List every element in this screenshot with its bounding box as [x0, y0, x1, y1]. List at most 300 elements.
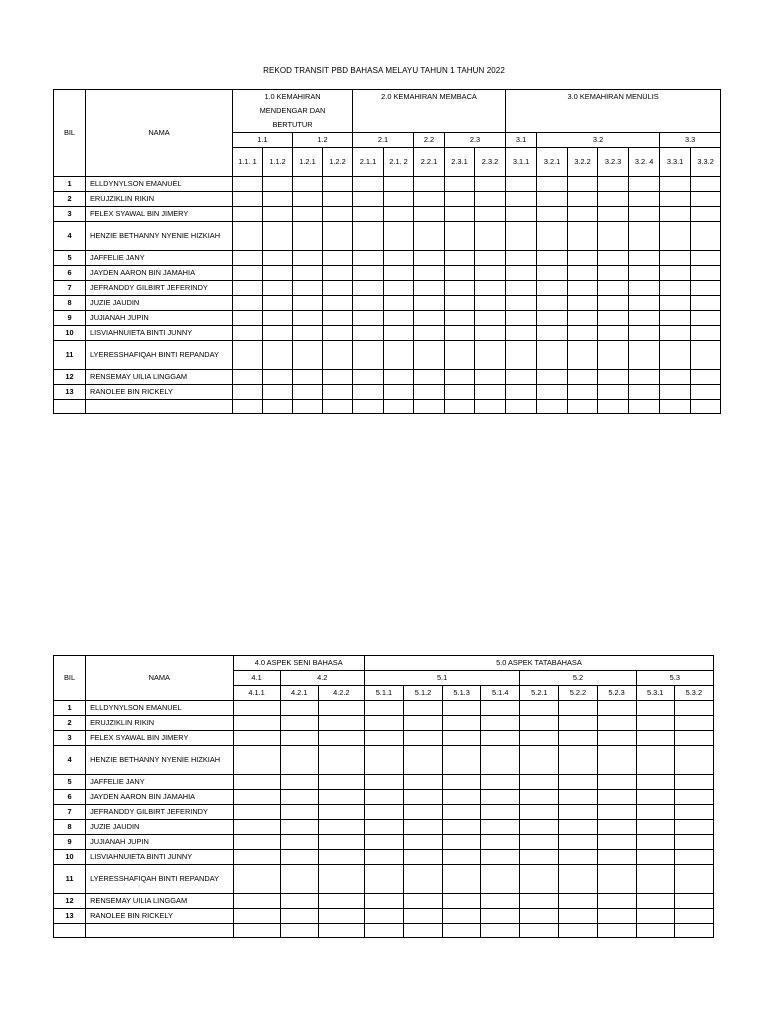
- score-cell: [506, 207, 537, 222]
- score-cell: [506, 385, 537, 400]
- student-number: 10: [54, 850, 86, 865]
- score-cell: [598, 341, 629, 370]
- empty-cell: [481, 924, 520, 938]
- score-cell: [318, 731, 364, 746]
- score-cell: [559, 790, 597, 805]
- score-cell: [280, 701, 318, 716]
- group-header: 3.0 KEMAHIRAN MENULIS: [506, 90, 721, 133]
- score-cell: [293, 296, 323, 311]
- student-row: [54, 790, 714, 805]
- score-cell: [445, 326, 475, 341]
- score-cell: [691, 296, 721, 311]
- empty-cell: [54, 924, 86, 938]
- score-cell: [475, 370, 506, 385]
- score-cell: [293, 326, 323, 341]
- empty-cell: [293, 400, 323, 414]
- score-cell: [443, 805, 481, 820]
- score-cell: [263, 326, 293, 341]
- score-cell: [233, 207, 263, 222]
- student-row: [54, 805, 714, 820]
- score-cell: [233, 865, 280, 894]
- score-cell: [364, 746, 403, 775]
- score-cell: [293, 177, 323, 192]
- score-cell: [636, 746, 674, 775]
- student-number: 3: [54, 207, 86, 222]
- student-name: LISVIAHNUIETA BINTI JUNNY: [86, 850, 233, 865]
- score-cell: [597, 894, 636, 909]
- student-number: 12: [54, 370, 86, 385]
- score-cell: [233, 731, 280, 746]
- score-cell: [691, 326, 721, 341]
- score-cell: [520, 909, 559, 924]
- score-cell: [597, 805, 636, 820]
- score-cell: [475, 222, 506, 251]
- score-cell: [364, 775, 403, 790]
- skill-code-header: 4.2.2: [318, 686, 364, 701]
- score-cell: [364, 909, 403, 924]
- student-name: FELEX SYAWAL BIN JIMERY: [86, 207, 233, 222]
- empty-cell: [414, 400, 445, 414]
- record-table-2: [53, 655, 714, 938]
- score-cell: [537, 251, 568, 266]
- score-cell: [414, 251, 445, 266]
- empty-cell: [660, 400, 691, 414]
- empty-cell: [506, 400, 537, 414]
- score-cell: [414, 192, 445, 207]
- score-cell: [475, 341, 506, 370]
- score-cell: [364, 731, 403, 746]
- score-cell: [481, 716, 520, 731]
- score-cell: [233, 281, 263, 296]
- score-cell: [691, 341, 721, 370]
- score-cell: [660, 385, 691, 400]
- student-name: JAYDEN AARON BIN JAMAHIA: [86, 266, 233, 281]
- score-cell: [559, 835, 597, 850]
- skill-code-header: 2.3.1: [445, 148, 475, 177]
- subgroup-header: 5.1: [364, 671, 519, 686]
- score-cell: [506, 281, 537, 296]
- score-cell: [629, 296, 660, 311]
- skill-code-header: 3.2. 4: [629, 148, 660, 177]
- score-cell: [568, 281, 598, 296]
- score-cell: [263, 385, 293, 400]
- empty-cell: [598, 400, 629, 414]
- score-cell: [443, 835, 481, 850]
- score-cell: [598, 177, 629, 192]
- score-cell: [384, 326, 414, 341]
- score-cell: [293, 341, 323, 370]
- skill-code-header: 4.2.1: [280, 686, 318, 701]
- skill-code-header: 3.3.2: [691, 148, 721, 177]
- student-row: [54, 835, 714, 850]
- score-cell: [481, 820, 520, 835]
- score-cell: [443, 731, 481, 746]
- skill-code-header: 2.1.1: [353, 148, 384, 177]
- skill-code-header: 2.3.2: [475, 148, 506, 177]
- score-cell: [674, 716, 713, 731]
- subgroup-header: 3.1: [506, 133, 537, 148]
- score-cell: [691, 251, 721, 266]
- score-cell: [443, 894, 481, 909]
- score-cell: [280, 835, 318, 850]
- score-cell: [559, 865, 597, 894]
- student-name: RENSEMAY UILIA LINGGAM: [86, 894, 233, 909]
- skill-code-header: 3.2.1: [537, 148, 568, 177]
- skill-code-header: 1.2.2: [323, 148, 353, 177]
- score-cell: [475, 207, 506, 222]
- score-cell: [364, 716, 403, 731]
- score-cell: [414, 177, 445, 192]
- student-row: [54, 326, 721, 341]
- student-number: 12: [54, 894, 86, 909]
- score-cell: [520, 746, 559, 775]
- score-cell: [414, 266, 445, 281]
- score-cell: [384, 296, 414, 311]
- score-cell: [318, 701, 364, 716]
- score-cell: [263, 266, 293, 281]
- score-cell: [445, 281, 475, 296]
- score-cell: [598, 251, 629, 266]
- skill-code-header: 5.1.4: [481, 686, 520, 701]
- score-cell: [280, 746, 318, 775]
- score-cell: [568, 251, 598, 266]
- empty-cell: [364, 924, 403, 938]
- empty-cell: [475, 400, 506, 414]
- skill-code-header: 2.1. 2: [384, 148, 414, 177]
- score-cell: [660, 207, 691, 222]
- skill-code-header: 5.2.3: [597, 686, 636, 701]
- score-cell: [481, 746, 520, 775]
- student-name: JEFRANDDY GILBIRT JEFERINDY: [86, 281, 233, 296]
- empty-cell: [86, 400, 233, 414]
- subgroup-header: 4.2: [280, 671, 364, 686]
- empty-row: [54, 924, 714, 938]
- score-cell: [636, 909, 674, 924]
- score-cell: [293, 311, 323, 326]
- score-cell: [443, 865, 481, 894]
- score-cell: [481, 701, 520, 716]
- score-cell: [674, 790, 713, 805]
- score-cell: [660, 341, 691, 370]
- score-cell: [598, 296, 629, 311]
- score-cell: [384, 370, 414, 385]
- score-cell: [293, 266, 323, 281]
- score-cell: [403, 894, 442, 909]
- score-cell: [691, 385, 721, 400]
- score-cell: [691, 177, 721, 192]
- score-cell: [506, 177, 537, 192]
- skill-code-header: 3.1.1: [506, 148, 537, 177]
- score-cell: [443, 716, 481, 731]
- score-cell: [233, 251, 263, 266]
- score-cell: [475, 326, 506, 341]
- student-name: JUZIE JAUDIN: [86, 296, 233, 311]
- score-cell: [629, 281, 660, 296]
- score-cell: [233, 909, 280, 924]
- score-cell: [384, 341, 414, 370]
- score-cell: [597, 775, 636, 790]
- subgroup-header: 1.2: [293, 133, 353, 148]
- score-cell: [353, 370, 384, 385]
- score-cell: [691, 192, 721, 207]
- score-cell: [318, 909, 364, 924]
- score-cell: [233, 326, 263, 341]
- score-cell: [629, 385, 660, 400]
- subgroup-header: 1.1: [233, 133, 293, 148]
- score-cell: [475, 266, 506, 281]
- score-cell: [445, 311, 475, 326]
- score-cell: [520, 894, 559, 909]
- nama-header: NAMA: [86, 90, 233, 177]
- student-name: ERUJZIKLIN RIKIN: [86, 716, 233, 731]
- student-row: [54, 177, 721, 192]
- score-cell: [233, 311, 263, 326]
- score-cell: [233, 805, 280, 820]
- score-cell: [674, 820, 713, 835]
- score-cell: [506, 326, 537, 341]
- score-cell: [674, 775, 713, 790]
- score-cell: [597, 820, 636, 835]
- score-cell: [636, 835, 674, 850]
- score-cell: [629, 251, 660, 266]
- empty-cell: [318, 924, 364, 938]
- score-cell: [506, 311, 537, 326]
- skill-code-header: 1.2.1: [293, 148, 323, 177]
- score-cell: [674, 731, 713, 746]
- score-cell: [636, 805, 674, 820]
- score-cell: [568, 266, 598, 281]
- group-header: 1.0 KEMAHIRAN MENDENGAR DAN BERTUTUR: [233, 90, 353, 133]
- score-cell: [559, 850, 597, 865]
- score-cell: [323, 311, 353, 326]
- record-table-1: [53, 89, 721, 414]
- score-cell: [323, 251, 353, 266]
- skill-code-header: 4.1.1: [233, 686, 280, 701]
- score-cell: [629, 207, 660, 222]
- score-cell: [674, 894, 713, 909]
- score-cell: [403, 790, 442, 805]
- score-cell: [445, 370, 475, 385]
- score-cell: [520, 865, 559, 894]
- score-cell: [233, 790, 280, 805]
- score-cell: [537, 207, 568, 222]
- score-cell: [598, 192, 629, 207]
- score-cell: [481, 731, 520, 746]
- score-cell: [445, 207, 475, 222]
- student-number: 2: [54, 192, 86, 207]
- student-name: RANOLEE BIN RICKELY: [86, 385, 233, 400]
- score-cell: [674, 746, 713, 775]
- score-cell: [537, 385, 568, 400]
- student-number: 3: [54, 731, 86, 746]
- score-cell: [263, 296, 293, 311]
- score-cell: [323, 370, 353, 385]
- student-row: [54, 746, 714, 775]
- score-cell: [263, 370, 293, 385]
- score-cell: [520, 805, 559, 820]
- score-cell: [636, 701, 674, 716]
- student-name: RANOLEE BIN RICKELY: [86, 909, 233, 924]
- score-cell: [629, 326, 660, 341]
- score-cell: [403, 865, 442, 894]
- score-cell: [660, 222, 691, 251]
- student-number: 6: [54, 266, 86, 281]
- skill-code-header: 5.2.2: [559, 686, 597, 701]
- skill-code-header: 3.2.2: [568, 148, 598, 177]
- empty-cell: [636, 924, 674, 938]
- score-cell: [403, 850, 442, 865]
- score-cell: [445, 341, 475, 370]
- score-cell: [636, 865, 674, 894]
- student-number: 11: [54, 865, 86, 894]
- score-cell: [506, 370, 537, 385]
- score-cell: [233, 192, 263, 207]
- score-cell: [481, 835, 520, 850]
- empty-cell: [674, 924, 713, 938]
- empty-cell: [597, 924, 636, 938]
- score-cell: [691, 266, 721, 281]
- score-cell: [414, 296, 445, 311]
- score-cell: [323, 207, 353, 222]
- student-name: HENZIE BETHANNY NYENIE HIZKIAH: [86, 746, 233, 775]
- score-cell: [384, 266, 414, 281]
- score-cell: [691, 311, 721, 326]
- score-cell: [364, 865, 403, 894]
- score-cell: [598, 385, 629, 400]
- skill-code-header: 5.1.3: [443, 686, 481, 701]
- score-cell: [629, 341, 660, 370]
- student-row: [54, 865, 714, 894]
- student-number: 4: [54, 222, 86, 251]
- group-header: 5.0 ASPEK TATABAHASA: [364, 656, 713, 671]
- score-cell: [568, 222, 598, 251]
- score-cell: [293, 207, 323, 222]
- score-cell: [506, 251, 537, 266]
- score-cell: [443, 909, 481, 924]
- score-cell: [443, 850, 481, 865]
- subgroup-header: 2.1: [353, 133, 414, 148]
- score-cell: [636, 716, 674, 731]
- score-cell: [691, 370, 721, 385]
- score-cell: [233, 775, 280, 790]
- score-cell: [263, 251, 293, 266]
- student-name: ELLDYNYLSON EMANUEL: [86, 701, 233, 716]
- score-cell: [353, 385, 384, 400]
- score-cell: [445, 266, 475, 281]
- score-cell: [263, 341, 293, 370]
- empty-cell: [280, 924, 318, 938]
- score-cell: [636, 850, 674, 865]
- skill-code-header: 5.1.1: [364, 686, 403, 701]
- score-cell: [481, 865, 520, 894]
- score-cell: [636, 731, 674, 746]
- score-cell: [629, 266, 660, 281]
- student-row: [54, 820, 714, 835]
- score-cell: [353, 251, 384, 266]
- score-cell: [318, 790, 364, 805]
- score-cell: [233, 894, 280, 909]
- score-cell: [318, 775, 364, 790]
- student-number: 13: [54, 909, 86, 924]
- score-cell: [384, 207, 414, 222]
- score-cell: [445, 251, 475, 266]
- score-cell: [559, 894, 597, 909]
- student-row: [54, 341, 721, 370]
- student-name: LISVIAHNUIETA BINTI JUNNY: [86, 326, 233, 341]
- score-cell: [443, 820, 481, 835]
- score-cell: [660, 251, 691, 266]
- score-cell: [414, 281, 445, 296]
- student-number: 8: [54, 296, 86, 311]
- score-cell: [597, 716, 636, 731]
- score-cell: [403, 835, 442, 850]
- score-cell: [280, 716, 318, 731]
- score-cell: [280, 850, 318, 865]
- score-cell: [353, 341, 384, 370]
- score-cell: [660, 192, 691, 207]
- score-cell: [318, 835, 364, 850]
- student-row: [54, 894, 714, 909]
- score-cell: [323, 296, 353, 311]
- student-row: [54, 251, 721, 266]
- empty-cell: [233, 400, 263, 414]
- score-cell: [403, 805, 442, 820]
- student-row: [54, 266, 721, 281]
- score-cell: [537, 281, 568, 296]
- student-name: LYERESSHAFIQAH BINTI REPANDAY: [86, 865, 233, 894]
- score-cell: [520, 775, 559, 790]
- score-cell: [263, 222, 293, 251]
- student-row: [54, 701, 714, 716]
- student-name: JUJIANAH JUPIN: [86, 311, 233, 326]
- student-number: 13: [54, 385, 86, 400]
- empty-cell: [629, 400, 660, 414]
- score-cell: [537, 311, 568, 326]
- score-cell: [445, 177, 475, 192]
- score-cell: [568, 370, 598, 385]
- bil-header: BIL: [54, 90, 86, 177]
- score-cell: [506, 296, 537, 311]
- group-header: 4.0 ASPEK SENI BAHASA: [233, 656, 364, 671]
- score-cell: [598, 370, 629, 385]
- score-cell: [233, 835, 280, 850]
- score-cell: [629, 177, 660, 192]
- score-cell: [674, 835, 713, 850]
- score-cell: [403, 820, 442, 835]
- student-row: [54, 731, 714, 746]
- score-cell: [318, 865, 364, 894]
- score-cell: [353, 311, 384, 326]
- score-cell: [537, 177, 568, 192]
- student-number: 5: [54, 251, 86, 266]
- skill-code-header: 2.2.1: [414, 148, 445, 177]
- score-cell: [520, 835, 559, 850]
- score-cell: [293, 385, 323, 400]
- score-cell: [233, 296, 263, 311]
- score-cell: [475, 311, 506, 326]
- score-cell: [323, 281, 353, 296]
- score-cell: [506, 222, 537, 251]
- student-number: 4: [54, 746, 86, 775]
- score-cell: [475, 281, 506, 296]
- score-cell: [233, 701, 280, 716]
- student-number: 1: [54, 701, 86, 716]
- score-cell: [475, 251, 506, 266]
- score-cell: [660, 311, 691, 326]
- score-cell: [293, 370, 323, 385]
- score-cell: [520, 790, 559, 805]
- score-cell: [323, 326, 353, 341]
